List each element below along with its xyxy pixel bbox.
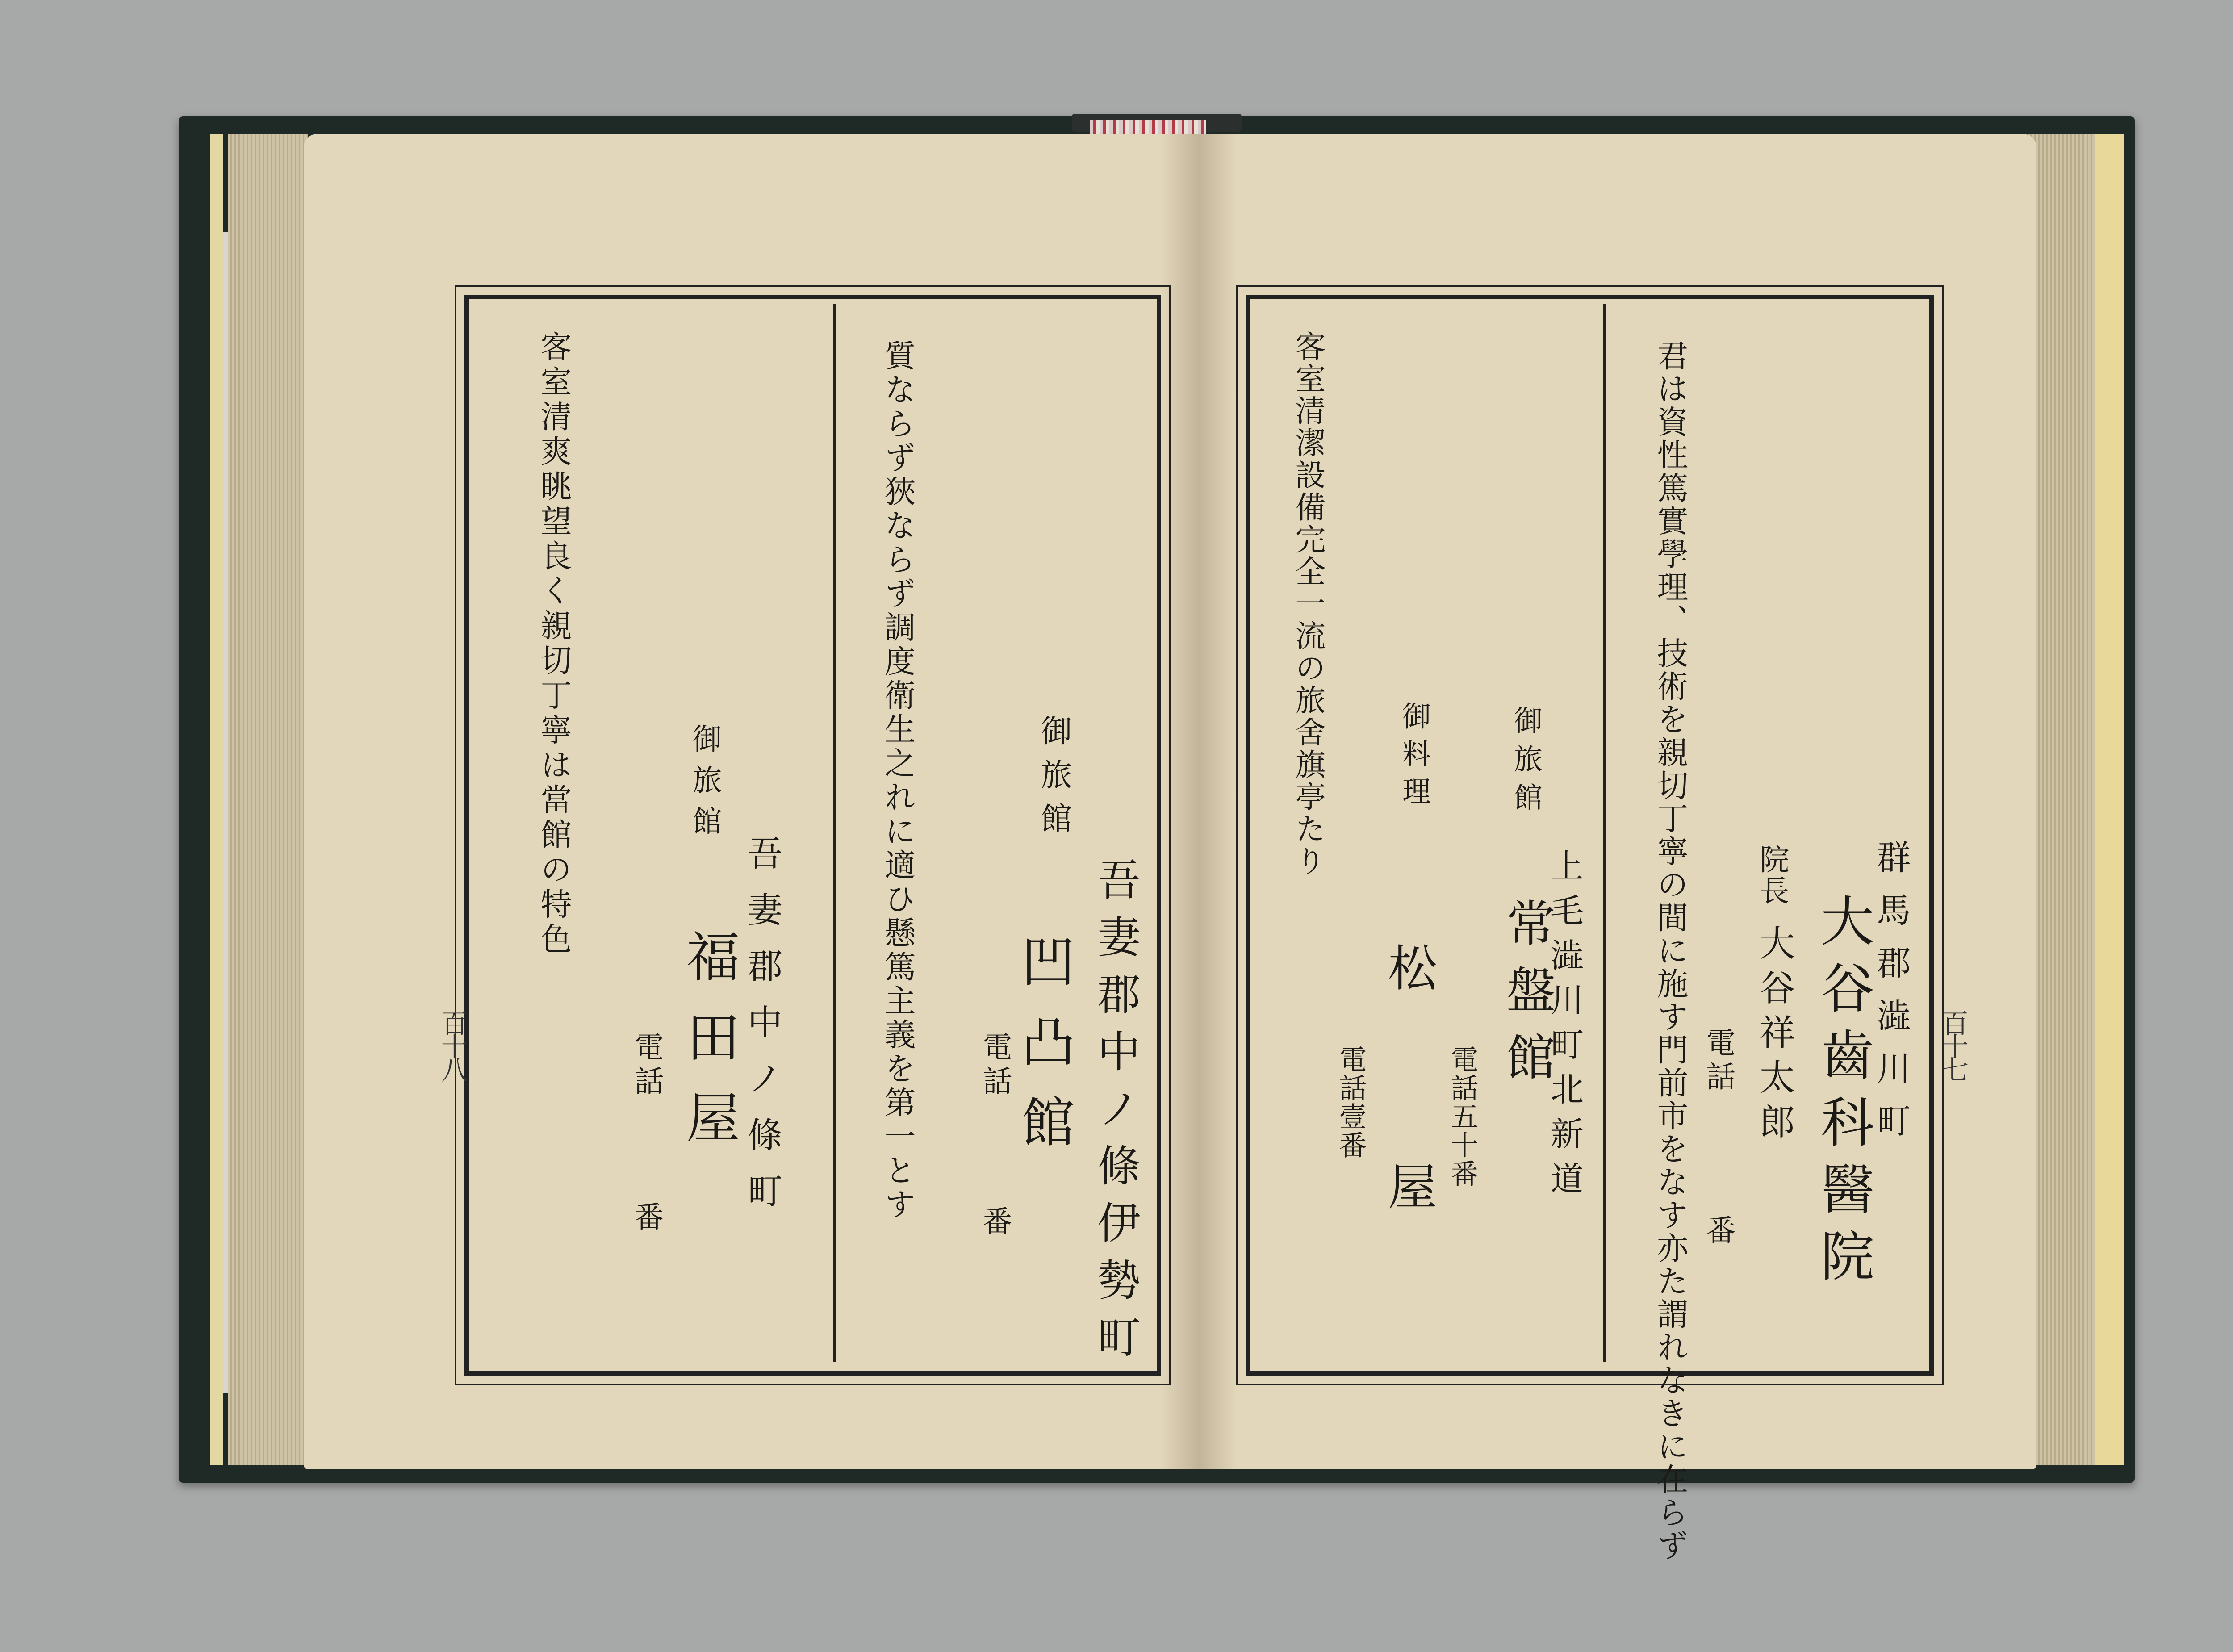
uokonkan-address: 吾妻郡中ノ條伊勢町 xyxy=(1091,857,1141,1372)
fukudaya-phone-no: 番 xyxy=(629,1201,664,1233)
matsuya-name: 松屋 xyxy=(1380,942,1437,1380)
otani-phone-label: 電話 xyxy=(1701,1027,1735,1095)
uokonkan-prefix: 御旅館 xyxy=(1036,715,1072,846)
tokiwakan-name: 常盤館 xyxy=(1498,898,1556,1099)
book-gutter xyxy=(1161,134,1237,1469)
matsuya-phone: 電話壹番 xyxy=(1334,1045,1367,1159)
left-page-edges xyxy=(228,134,308,1465)
left-ad-divider xyxy=(833,304,836,1362)
uokonkan-name: 凹凸館 xyxy=(1012,933,1075,1175)
fukudaya-name: 福田屋 xyxy=(677,929,740,1170)
endpaper-right xyxy=(2090,134,2124,1465)
tokiwakan-slogan: 客室清潔設備完全一流の旅舍旗亭たり xyxy=(1290,330,1326,877)
otani-slogan: 君は資性篤實學理、技術を親切丁寧の間に施す門前市をなす亦た謂れなきに在らず xyxy=(1652,339,1689,1562)
endpaper-left xyxy=(210,134,223,1465)
uokonkan-phone-label: 電話 xyxy=(978,1032,1012,1100)
otani-director-name: 大谷祥太郎 xyxy=(1753,924,1795,1148)
right-page-number: 百十七 xyxy=(1937,1009,1969,1079)
otani-phone-no: 番 xyxy=(1701,1215,1735,1246)
fukudaya-address: 吾妻郡中ノ條町 xyxy=(742,835,782,1229)
matsuya-prefix: 御料理 xyxy=(1397,701,1430,814)
tokiwakan-phone: 電話五十番 xyxy=(1446,1045,1479,1188)
tokiwakan-address: 上毛澁川町北新道 xyxy=(1545,849,1584,1206)
otani-address: 群馬郡澁川町 xyxy=(1871,840,1911,1156)
fukudaya-slogan: 客室清爽眺望良く親切丁寧は當館の特色 xyxy=(535,330,572,958)
left-page-number: 百十八 xyxy=(437,1009,468,1079)
uokonkan-slogan: 質ならず狹ならず調度衛生之れに適ひ懸篤主義を第一とす xyxy=(879,339,916,1222)
fukudaya-phone-label: 電話 xyxy=(629,1032,664,1100)
right-ad-divider xyxy=(1603,304,1606,1362)
tokiwakan-prefix: 御旅館 xyxy=(1509,706,1542,821)
right-page-edges xyxy=(2028,134,2095,1465)
otani-clinic-name: 大谷齒科醫院 xyxy=(1812,893,1874,1295)
uokonkan-phone-no: 番 xyxy=(978,1206,1012,1237)
otani-director-title: 院長 xyxy=(1755,844,1789,907)
fukudaya-prefix: 御旅館 xyxy=(687,724,722,847)
